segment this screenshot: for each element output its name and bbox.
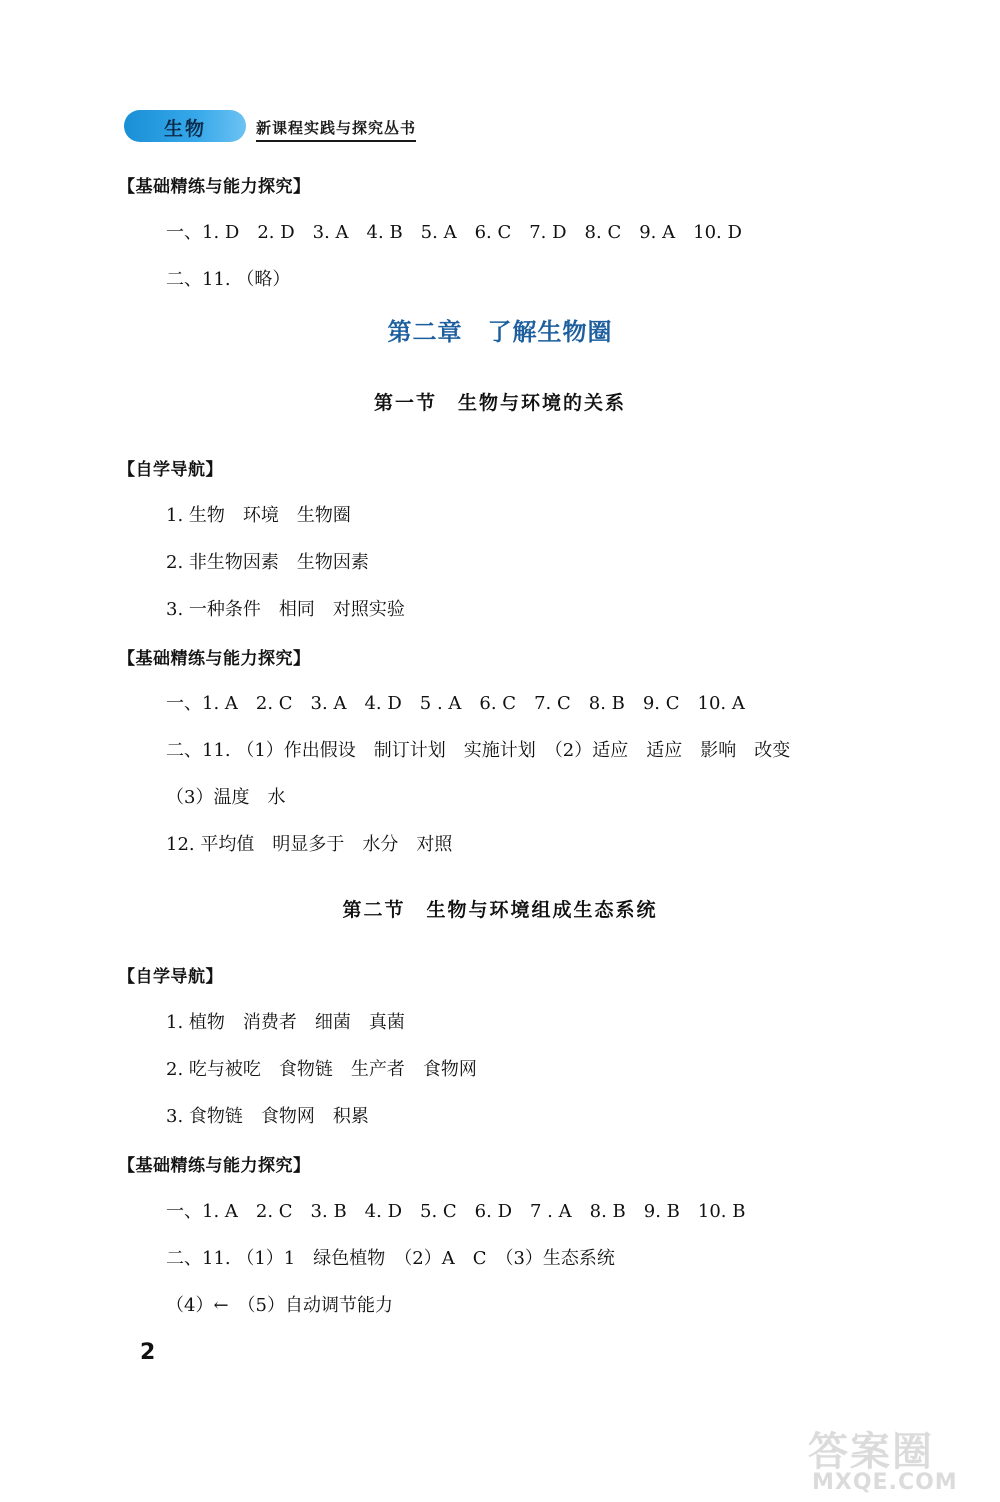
watermark-logo: 答案圈 xyxy=(808,1429,934,1475)
answer-line: 1. 生物 环境 生物圈 xyxy=(166,505,351,526)
series-title: 新课程实践与探究丛书 xyxy=(256,117,416,142)
answer-line: 3. 食物链 食物网 积累 xyxy=(166,1106,369,1127)
answer-line: （3）温度 水 xyxy=(166,787,286,808)
page-header xyxy=(124,108,444,144)
section-label-basic-practice: 【基础精练与能力探究】 xyxy=(118,649,311,669)
section-title-2: 第二节 生物与环境组成生态系统 xyxy=(342,899,658,921)
answer-line-choice: 一、1. D 2. D 3. A 4. B 5. A 6. C 7. D 8. C 9. A 10. D xyxy=(166,222,742,243)
answer-line-choice: 一、1. A 2. C 3. A 4. D 5 . A 6. C 7. C 8. B 9. C 10. A xyxy=(166,693,745,714)
watermark xyxy=(800,1420,990,1498)
subject-tab xyxy=(124,110,246,142)
answer-line: 1. 植物 消费者 细菌 真菌 xyxy=(166,1012,405,1033)
answer-line-fill: 二、11. （1）1 绿色植物 （2）A C （3）生态系统 xyxy=(166,1248,615,1269)
section-label-self-study: 【自学导航】 xyxy=(118,967,223,987)
answer-line-choice: 一、1. A 2. C 3. B 4. D 5. C 6. D 7 . A 8. B 9. B 10. B xyxy=(166,1201,746,1222)
answer-line: （4）← （5）自动调节能力 xyxy=(166,1295,393,1316)
section-label-basic-practice: 【基础精练与能力探究】 xyxy=(118,1156,311,1176)
answer-line: 2. 吃与被吃 食物链 生产者 食物网 xyxy=(166,1059,477,1080)
watermark-url: MXQE.COM xyxy=(812,1470,958,1495)
answer-line: 2. 非生物因素 生物因素 xyxy=(166,552,369,573)
answer-line-fill: 二、11. （1）作出假设 制订计划 实施计划 （2）适应 适应 影响 改变 xyxy=(166,740,791,761)
subject-label: 生物 xyxy=(164,118,207,140)
answer-line-fill: 二、11. （略） xyxy=(166,269,291,290)
answer-line: 3. 一种条件 相同 对照实验 xyxy=(166,599,405,620)
chapter-title: 第二章 了解生物圈 xyxy=(387,318,613,346)
section-label-basic-practice: 【基础精练与能力探究】 xyxy=(118,177,311,197)
page-number: 2 xyxy=(140,1340,156,1365)
section-label-self-study: 【自学导航】 xyxy=(118,460,223,480)
answer-line: 12. 平均值 明显多于 水分 对照 xyxy=(166,834,453,855)
section-title-1: 第一节 生物与环境的关系 xyxy=(373,392,626,414)
